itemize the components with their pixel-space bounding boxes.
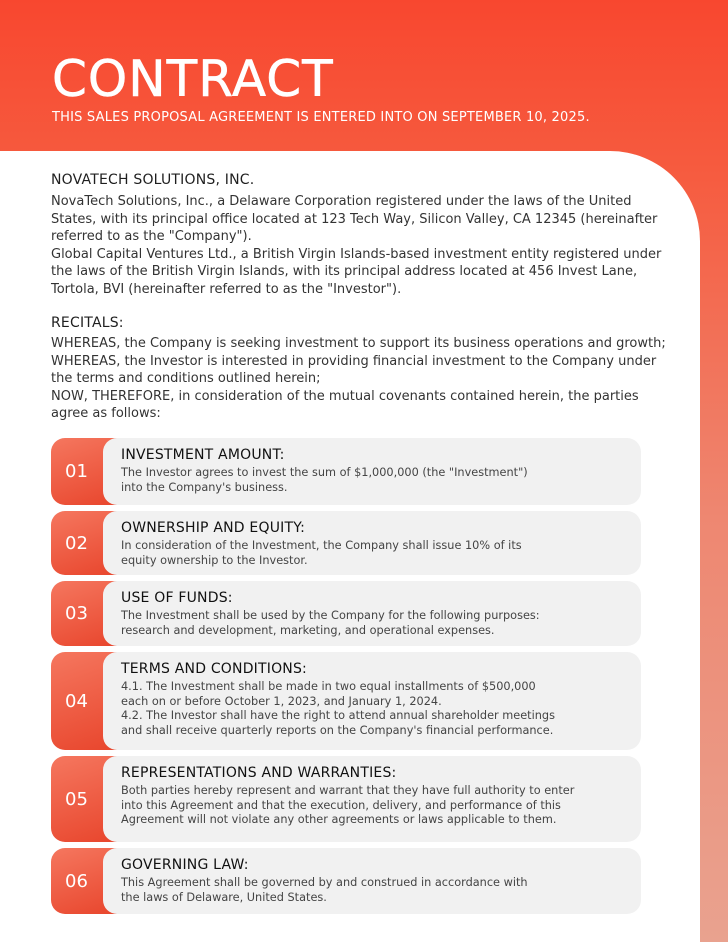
clause-card: [103, 652, 641, 750]
clause-heading: OWNERSHIP AND EQUITY:: [121, 520, 306, 536]
document-body: [51, 172, 671, 423]
clause-number: 02: [51, 511, 121, 575]
clause-item: [51, 511, 641, 575]
clause-number: 04: [51, 652, 121, 750]
clause-item: [51, 438, 641, 505]
clause-card: [103, 756, 641, 842]
party-heading: NOVATECH SOLUTIONS, INC.: [51, 172, 255, 188]
clause-item: [51, 652, 641, 750]
clause-list: [51, 438, 641, 920]
party-paragraph-company: NovaTech Solutions, Inc., a Delaware Corporation registered under the laws of the United States, with its principal office located at 123 Tech Way, Silicon Valley, CA 12345 (hereinafter referred to as the "Company").: [51, 194, 658, 244]
clause-heading: INVESTMENT AMOUNT:: [121, 447, 285, 463]
clause-number: 05: [51, 756, 121, 842]
clause-heading: GOVERNING LAW:: [121, 857, 249, 873]
clause-text: Both parties hereby represent and warrant that they have full authority to enter into this Agreement and that the execution, delivery, and performance of this Agreement will not violate any other agreements or laws applicable to them.: [121, 784, 575, 826]
recital-line: NOW, THEREFORE, in consideration of the mutual covenants contained herein, the parties agree as follows:: [51, 388, 639, 421]
clause-card: [103, 511, 641, 575]
clause-number: 06: [51, 848, 121, 914]
header: [52, 50, 688, 125]
clause-card: [103, 438, 641, 505]
party-paragraph-investor: Global Capital Ventures Ltd., a British Virgin Islands-based investment entity registered under the laws of the British Virgin Islands, with its principal address located at 456 Invest Lane, Tortola, BVI (hereinafter referred to as the "Investor").: [51, 246, 662, 297]
clause-item: [51, 581, 641, 646]
recital-line: WHEREAS, the Investor is interested in providing financial investment to the Company under the terms and conditions outlined herein;: [51, 353, 657, 386]
clause-card: [103, 581, 641, 646]
clause-text: In consideration of the Investment, the Company shall issue 10% of its equity ownership to the Investor.: [121, 539, 522, 567]
recital-line: WHEREAS, the Company is seeking investment to support its business operations and growth;: [51, 336, 666, 351]
clause-text: This Agreement shall be governed by and construed in accordance with the laws of Delaware, United States.: [121, 876, 528, 904]
clause-text: 4.1. The Investment shall be made in two equal installments of $500,000 each on or before October 1, 2023, and January 1, 2024. 4.2. The Investor shall have the right to attend annual shareholder meetings and shall receive quarterly reports on the Company's financial performance.: [121, 680, 555, 737]
clause-number: 01: [51, 438, 121, 505]
page-subtitle: THIS SALES PROPOSAL AGREEMENT IS ENTERED INTO ON SEPTEMBER 10, 2025.: [52, 110, 590, 125]
clause-item: [51, 756, 641, 842]
clause-heading: USE OF FUNDS:: [121, 590, 233, 606]
clause-heading: TERMS AND CONDITIONS:: [121, 661, 307, 677]
page-title: CONTRACT: [52, 50, 334, 108]
recitals-heading: RECITALS:: [51, 315, 124, 331]
clause-heading: REPRESENTATIONS AND WARRANTIES:: [121, 765, 397, 781]
clause-text: The Investor agrees to invest the sum of $1,000,000 (the "Investment") into the Company's business.: [121, 466, 528, 494]
clause-item: [51, 848, 641, 914]
clause-text: The Investment shall be used by the Company for the following purposes: research and development, marketing, and operational expenses.: [121, 609, 540, 637]
clause-number: 03: [51, 581, 121, 646]
clause-card: [103, 848, 641, 914]
